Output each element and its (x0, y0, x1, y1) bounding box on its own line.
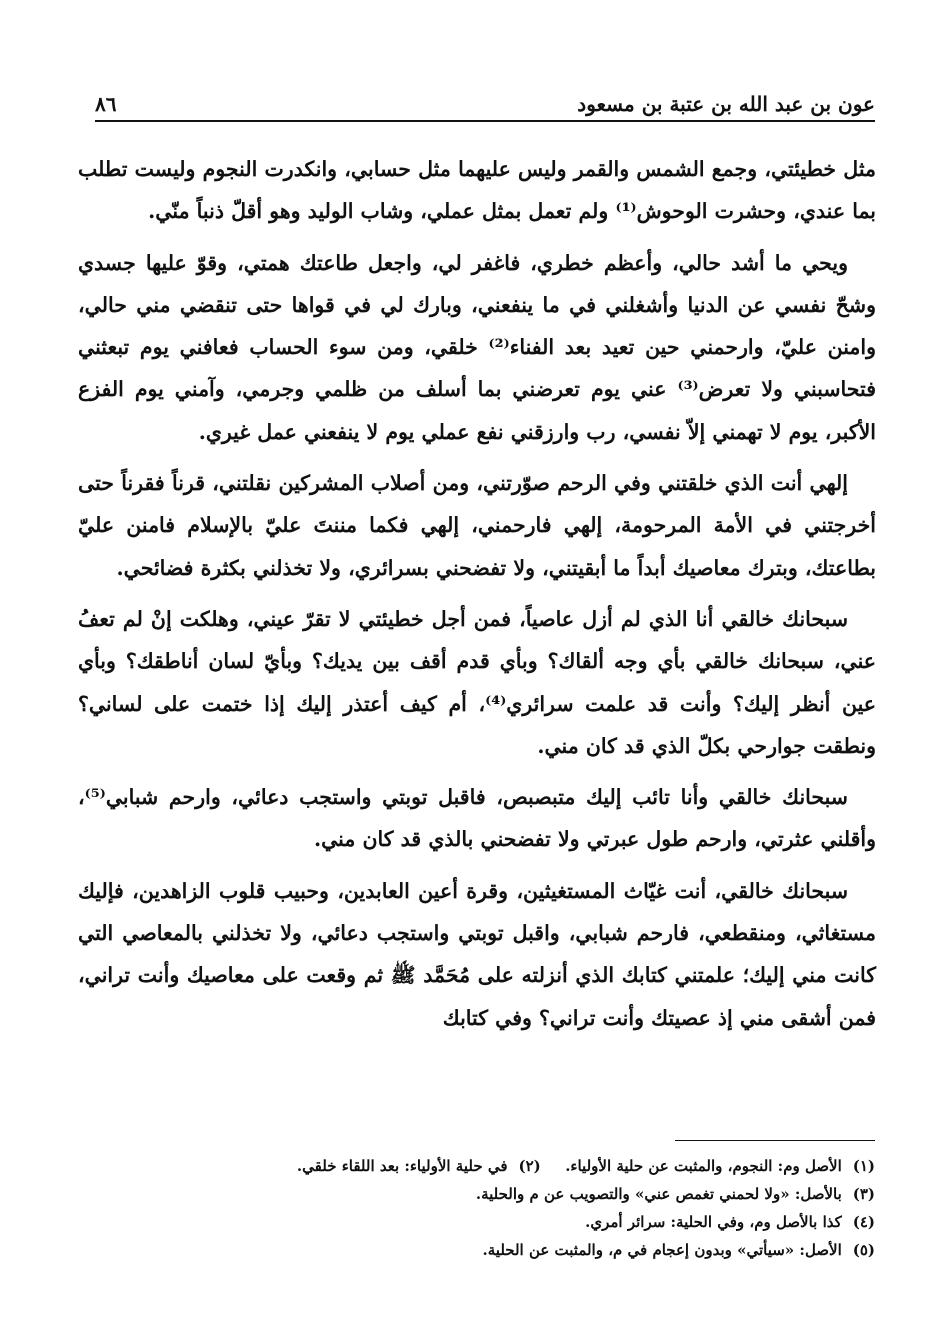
running-title: عون بن عبد الله بن عتبة بن مسعود (577, 92, 875, 116)
footnote-text: الأصل وم: النجوم، والمثبت عن حلية الأولياء. (565, 1157, 842, 1175)
page-number: ٨٦ (95, 92, 117, 116)
paragraph: سبحانك خالقي وأنا تائب إليك متبصبص، فاقبل توبتي واستجب دعائي، وارحم شبابي⁽⁵⁾، وأقلني عثرتي، وارحم طول عبرتي ولا تفضحني بالذي قد كان مني. (78, 785, 876, 852)
main-text (78, 148, 876, 1048)
footnote-number: (٥) (852, 1241, 875, 1259)
footnote-line (95, 1236, 875, 1264)
footnote-text: في حلية الأولياء: بعد اللقاء خلقي. (296, 1157, 508, 1175)
paragraph: مثل خطيئتي، وجمع الشمس والقمر وليس عليهما مثل حسابي، وانكدرت النجوم وليست تطلب بما عندي، وحشرت الوحوش⁽¹⁾ ولم تعمل بمثل عملي، وشاب الوليد وهو أقلّ ذنباً منّي. (78, 157, 876, 224)
footnote-number: (٣) (852, 1185, 875, 1203)
paragraph: ويحي ما أشد حالي، وأعظم خطري، فاغفر لي، واجعل طاعتك همتي، وقوّ عليها جسدي وشحّ نفسي عن الدنيا وأشغلني في ما ينفعني، وبارك لي في قواها حتى تنقضي مني حالي، وامنن عليّ، وارحمني حين تعيد بعد الفناء⁽²⁾ خلقي، ومن سوء الحساب فعافني يوم تبعثني فتحاسبني ولا تعرض⁽³⁾ عني يوم تعرضني بما أسلف من ظلمي وجرمي، وآمني يوم الفزع الأكبر، يوم لا تهمني إلاّ نفسي، رب وارزقني نفع عملي يوم لا ينفعني عمل غيري. (78, 250, 876, 444)
footnote-number: (٤) (852, 1213, 875, 1231)
page-header (95, 86, 875, 116)
header-rule (95, 120, 875, 122)
footnote-number: (٢) (518, 1157, 541, 1175)
footnote-line (95, 1208, 875, 1236)
footnote-text: الأصل: «سيأتي» وبدون إعجام في م، والمثبت عن الحلية. (482, 1241, 842, 1259)
footnote-text: بالأصل: «ولا لحمني تغمص عني» والتصويب عن م والحلية. (475, 1185, 842, 1203)
footnote-text: كذا بالأصل وم، وفي الحلية: سرائر أمري. (585, 1213, 842, 1231)
footnote-number: (١) (852, 1157, 875, 1175)
footnote-rule (675, 1140, 875, 1141)
footnote-line (95, 1180, 875, 1208)
footnotes (95, 1152, 875, 1264)
paragraph: سبحانك خالقي، أنت غيّاث المستغيثين، وقرة أعين العابدين، وحبيب قلوب الزاهدين، فإليك مستغاثي، ومنقطعي، فارحم شبابي، واقبل توبتي واستجب دعائي، ولا تخذلني بالمعاصي التي كانت مني إليك؛ علمتني كتابك الذي أنزلته على مُحَمَّد ﷺ ثم وقعت على معاصيك وأنت تراني، فمن أشقى مني إذ عصيتك وأنت تراني؟ وفي كتابك (78, 878, 876, 1030)
footnote-line (95, 1152, 875, 1180)
paragraph: إلهي أنت الذي خلقتني وفي الرحم صوّرتني، ومن أصلاب المشركين نقلتني، قرناً فقرناً حتى أخرجتني في الأمة المرحومة، إلهي فارحمني، إلهي فكما مننتَ عليّ بالإسلام فامنن عليّ بطاعتك، وبترك معاصيك أبداً ما أبقيتني، ولا تفضحني بسرائري، ولا تخذلني بكثرة فضائحي. (78, 471, 876, 580)
paragraph: سبحانك خالقي أنا الذي لم أزل عاصياً، فمن أجل خطيئتي لا تقرّ عيني، وهلكت إنْ لم تعفُ عني، سبحانك خالقي بأي وجه ألقاك؟ وبأي قدم أقف بين يديك؟ وبأيّ لسان أناطقك؟ وبأي عين أنظر إليك؟ وأنت قد علمت سرائري⁽⁴⁾، أم كيف أعتذر إليك إذا ختمت على لساني؟ ونطقت جوارحي بكلّ الذي قد كان مني. (78, 606, 876, 758)
